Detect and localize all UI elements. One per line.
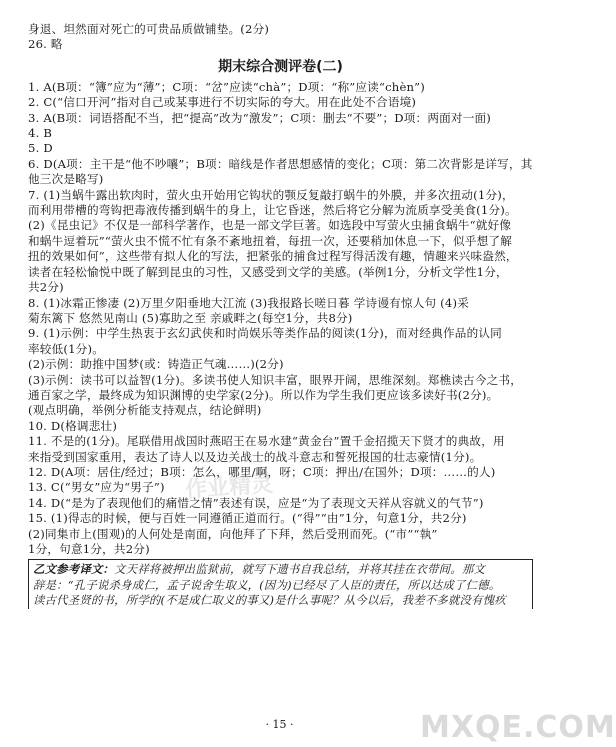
translation-line	[33, 593, 528, 608]
text-line: 通百家之学，最终成为知识渊博的史学家(2分)。所以作为学生我们更应该多读好书(2分)。	[28, 387, 499, 402]
text-line: 4. B	[28, 126, 53, 141]
lead-text	[28, 22, 533, 53]
text-line: 2. C(“信口开河”指对自己或某事进行不切实际的夸大。用在此处不合语境)	[28, 95, 417, 110]
text-line: 14. D(“是为了表现他们的痛惜之情”表述有误，应是“为了表现文天祥从容就义的气节”)	[28, 495, 484, 510]
text-line: (2)示例：助推中国梦(或：铸造正气魂……)(2分)	[28, 357, 284, 372]
text-line: 9. (1)示例：中学生热衷于玄幻武侠和时尚娱乐等类作品的阅读(1分)，而对经典作品的认同	[28, 326, 502, 341]
translation-box	[28, 559, 533, 608]
text-line: 26. 略	[28, 37, 63, 52]
text-line: 5. D	[28, 141, 53, 156]
translation-heading: 乙文参考译文：	[33, 562, 115, 577]
text-line: 和蜗牛逗着玩”“萤火虫不慌不忙有条不紊地扭着，每扭一次，还要稍加休息一下，似乎想了解	[28, 233, 513, 248]
text-line: (2)《昆虫记》不仅是一部科学著作，也是一部文学巨著。如选段中写萤火虫捕食蜗牛“就好像	[28, 218, 512, 233]
text-line: 6. D(A项：主干是“他不吵嚷”；B项：暗线是作者思想感情的变化；C项：第二次背影是详写，其	[28, 156, 533, 171]
text-line: 率较低(1分)。	[28, 341, 104, 356]
text-line: 13. C(“男女”应为“男子”)	[28, 480, 165, 495]
text-line: 15. (1)得志的时候，便与百姓一同遵循正道而行。(“得”“由”1分，句意1分，共2分)	[28, 511, 467, 526]
text-line: 7. (1)当蜗牛露出软肉时，萤火虫开始用它钩状的颚反复敲打蜗牛的外膜，并多次扭动(1分)，	[28, 187, 514, 202]
text-line: 菊东篱下 悠然见南山 (5)寡助之至 亲戚畔之(每空1分，共8分)	[28, 310, 353, 325]
translation-line	[33, 562, 528, 577]
watermark: 作业精灵	[184, 471, 274, 504]
text-line: 读者在轻松愉悦中既了解到昆虫的习性，又感受到文学的美感。(举例1分，分析文学性1分，	[28, 264, 508, 279]
text-line: (2)同集市上(围观)的人何处是南面，向他拜了下拜，然后受刑而死。(“市”“執”	[28, 526, 438, 541]
text-line: 1. A(B项：“簿”应为“薄”；C项：“岔”应读“chà”；D项：“称”应读“chèn”)	[28, 79, 426, 94]
text-line: 他三次是略写)	[28, 172, 104, 187]
text-line: 3. A(B项：词语搭配不当，把“提高”改为“激发”；C项：删去“不要”；D项：两面对一面)	[28, 110, 492, 125]
translation-line-text: 文天祥将被押出监狱前，就写下遗书自我总结，并将其挂在衣带间。那文	[114, 562, 486, 577]
text-line: 扭的效果如何”，这些带有拟人化的写法，把紧张的捕食过程写得活泼有趣，情趣来兴味盎然，	[28, 249, 518, 264]
text-line: 1分，句意1分，共2分)	[28, 542, 150, 556]
text-line: 12. D(A项：居住/经过；B项：怎么，哪里/啊，呀；C项：押出/在国外；D项：……的人)	[28, 464, 496, 479]
translation-line-text: 读古代圣贤的书，所学的(不是成仁取义的事又)是什么事呢？从今以后，我差不多就没有愧疚	[33, 593, 506, 608]
text-line: 共2分)	[28, 280, 64, 295]
text-line: 身退、坦然面对死亡的可贵品质做铺垫。(2分)	[28, 22, 270, 36]
translation-text	[33, 562, 528, 608]
translation-line-text: 辞是：“孔子说杀身成仁，孟子说舍生取义，(因为)已经尽了人臣的责任，所以达成了仁德。	[33, 577, 501, 592]
answer-body	[28, 80, 533, 558]
watermark-logo: MXQE.COM	[420, 710, 616, 745]
text-line: (3)示例：读书可以益智(1分)。多读书使人知识丰富，眼界开阔，思维深刻。郑樵读古今之书，	[28, 372, 523, 387]
text-line: 来指受到国家重用，表达了诗人以及边关战士的战斗意志和誓死报国的壮志豪情(1分)。	[28, 449, 482, 464]
text-line: (观点明确，举例分析能支持观点，结论鲜明)	[28, 403, 262, 418]
text-line: 8. (1)冰霜正惨凄 (2)万里夕阳垂地大江流 (3)我报路长嗟日暮 学诗谩有惊人句 (4)采	[28, 295, 469, 310]
text-line: 10. D(格调悲壮)	[28, 418, 118, 433]
page-title: 期末综合测评卷(二)	[218, 58, 343, 75]
text-line: 而利用带槽的弯钩把毒液传播到蜗牛的身上，让它昏迷，然后将它分解为流质享受美食(1分)。	[28, 203, 517, 218]
text-line: 11. 不是的(1分)。尾联借用战国时燕昭王在易水建“黄金台”置千金招揽天下贤才的典故，用	[28, 434, 505, 449]
page-number: · 15 ·	[265, 718, 294, 731]
translation-line	[33, 578, 528, 593]
